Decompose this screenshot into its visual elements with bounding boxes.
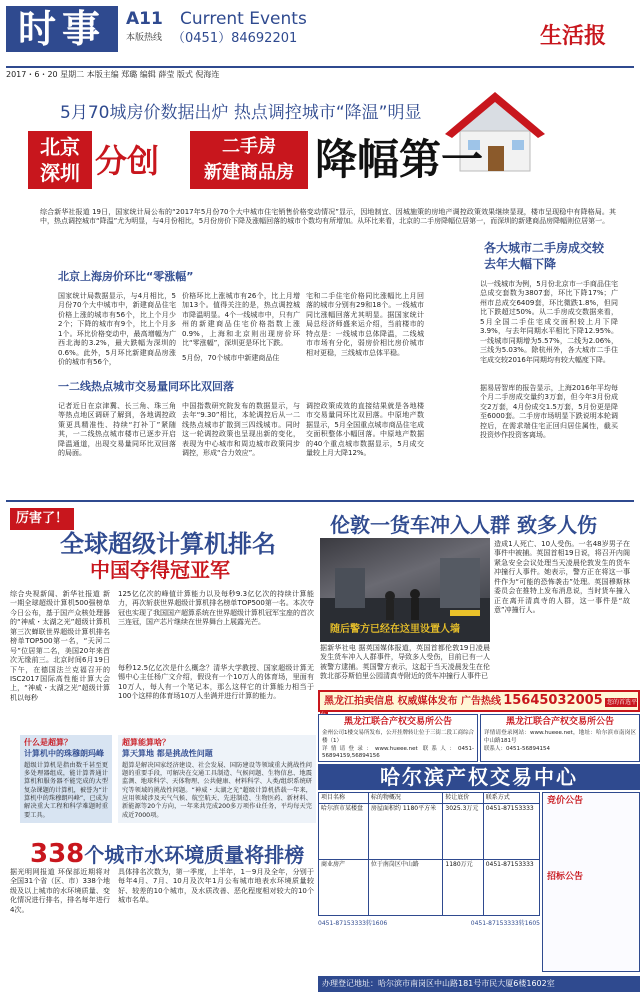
exchange-notice-left	[318, 714, 478, 762]
auction-ad-banner	[318, 690, 640, 712]
box-text: 超级计算机是指由数千甚至更多处理器组成，能计算普通计算机和服务器不能完成的大型复杂课题的计算机，被誉为“计算机中的珠穆朗玛峰”，已成为解决重大工程和科学难题时重要工具。	[24, 761, 108, 819]
notice-title: 黑龙江联合产权交易所公告	[481, 715, 639, 729]
table-cell: 1180万元	[443, 860, 483, 916]
london-text-left: 据新华社电 据英国媒体报道，英国首都伦敦19日凌晨发生货车冲入人群事件，导致多人受伤，目前已有一人被警方逮捕。英国警方表示，这起于当天凌晨发生在伦敦北部芬斯伯里公园清真寺附近的货车冲撞行人事件已	[320, 644, 490, 681]
banner-text: 新建商品房	[204, 162, 294, 183]
banner-text: 深圳	[40, 161, 80, 185]
table-cell: 0451-87153333	[483, 860, 539, 916]
subhead-second-hand: 各大城市二手房成交较去年大幅下降	[484, 241, 605, 272]
hotline-number: （0451）84692201	[172, 31, 298, 46]
exchange-notice-right	[480, 714, 640, 762]
newspaper-brand: 生活报	[540, 23, 607, 49]
table-cell: 项目名称	[319, 793, 369, 804]
subhead-beijing-shanghai: 北京上海房价环比“零涨幅”	[58, 270, 194, 283]
lead-col5: 中国指数研究院发布的数据显示，与去年“9.30”相比，本轮调控后从一二线热点城市扩散到三四线城市。同时这一轮调控政策也呈现出新的变化，表现为中心城市和周边城市政策同步调控，形成“合力效应”。	[182, 402, 300, 458]
auction-ad-title: 黑龙江拍卖信息 权威媒体发布 广告热线	[324, 696, 501, 707]
london-photo	[320, 538, 490, 642]
lead-top-headline: 5月70城房价数据出炉 热点调控城市“降温”明显	[60, 103, 422, 123]
photo-caption: 随后警方已经在这里设置人墙	[330, 623, 460, 635]
table-cell: 转让底价	[443, 793, 483, 804]
lead-col2b: 5月份，70个城市中新建商品住	[182, 354, 280, 362]
date-line: 2017・6・20 星期二 本版主编 郑璐 编辑 薛莹 版式 倪海连	[6, 66, 634, 80]
subhead-transactions: 一二线热点城市交易量同环比双回落	[58, 380, 234, 393]
headline-number: 338	[30, 839, 85, 869]
table-cell: 哈尔滨市某楼盘	[319, 804, 369, 860]
notice-text: 金州公司1楼交易所发布，公开挂牌转让位于三街二段工商综合楼（1）	[322, 730, 475, 744]
computing-col1: 综合央视新闻、新华社报道 新一期全球超级计算机500强榜单今日公布，基于国产众核处理器的“神威・太湖之光”超级计算机第三次蝉联世界超级计算机排名榜单TOP500第一名，“天河二号”位居第二名，美国20年来首次无缘前三。北京时间6月19日下午，在德国法兰克福召开的ISC2017国际高性能计算大会上，“神威・太湖之光”超级计算机以每秒	[10, 590, 110, 702]
box-title: 什么是超算？	[24, 738, 72, 747]
lead-col7: 以一线城市为例，5月份北京市一手商品住宅总成交套数为3807套，环比下降17%；广州市总成交6409套，环比微跌1.8%，但同比下跌超过50%。从二手房成交数据来看，5月全国二手住宅成交面积较上月下降3.9%，与去年同期水平相比下降12.95%。一线城市同期增为5.57%，二线为2.06%，三线为5.03%。除杭州外，各大城市二手住宅成交较2016年同期均有较大幅度下降。	[480, 280, 618, 364]
table-cell: 房屋面积约 1180平方米	[368, 804, 443, 860]
banner-beijing-shenzhen	[28, 131, 92, 189]
banner-text: 北京	[40, 135, 80, 159]
section-tag: 厉害了！	[10, 508, 74, 530]
notice-title: 竞价公告	[547, 796, 584, 806]
notice-title: 招标公告	[547, 872, 584, 883]
notice-contact: 详情请登录：www.hueee.net 联系人：0451-56894159,56894156	[322, 745, 474, 760]
table-row	[319, 793, 540, 804]
notice-text: 详情请登录网站：www.hueee.net，地址：哈尔滨市南岗区中山路181号	[484, 730, 636, 744]
auction-ad-tag: 您的首选平	[320, 698, 637, 720]
lead-intro: 综合新华社报道 19日，国家统计局公布的“2017年5月份70个大中城市住宅销售价格变动情况”显示，因地制宜、因城施策的房地产调控政策效果继续显现，楼市呈现稳中有降格局。其中，热点调控城市“降温”尤为明显，与4月份相比，5月份房价下降及涨幅回落的城市个数均有所增加。从环比来看，北京的二手房降幅位居第一，而深圳的新建商品房降幅则位居第一。	[40, 208, 616, 226]
hotline-label: 本版热线	[126, 33, 163, 43]
what-can-supercomputer-do-box	[118, 735, 316, 823]
notice-contact: 联系人：0451-56894154	[484, 745, 550, 752]
supercomputer-headline: 全球超级计算机排名	[60, 530, 276, 558]
harbin-exchange-center: 哈尔滨产权交易中心	[318, 764, 640, 790]
page-number: A11	[126, 9, 163, 29]
bidding-notices	[542, 792, 640, 972]
table-cell: 0451-87153333	[483, 804, 539, 860]
table-row	[319, 804, 540, 860]
banner-biggest-drop: 降幅第一	[315, 135, 484, 184]
table-row	[319, 860, 540, 916]
what-is-supercomputer-box	[20, 735, 112, 823]
water-col1: 据光明网报道 环保部近期将对全国31个省（区、市）338个地级及以上城市的水环境质量、变化情况进行排名，排名每年进行4次。	[10, 868, 110, 914]
section-logo: 时事	[6, 6, 118, 52]
london-text-right: 造成1人死亡、10人受伤。一名48岁男子在事件中被捕。英国首相19日说，将召开内阁紧急安全会议处理当天凌晨伦敦发生的货车冲撞行人事件。她表示，警方正在将这一事件作为“可能的恐怖袭击”处理。英国穆斯林委员会在推特上发布消息说，当时货车撞入正在离开清真寺的人群，这一事件是“故意”冲撞行人。	[494, 540, 630, 615]
box-subtitle: 计算机中的珠穆朗玛峰	[24, 748, 104, 758]
ad-footer-address: 办理登记地址：哈尔滨市南岗区中山路181号市民大厦6楼1602室	[318, 976, 640, 992]
headline-text: 个城市水环境质量将排榜	[84, 843, 305, 867]
lead-col8: 据易居智库的报告显示，上海2016年平均每个月二手房成交量约3万套，但今年3月份成交2万套，4月份成交1.5万套，5月份更是降至6000套。二手房市场明显下跌说明本轮调控后，在需求端住宅正回归居住属性，截买投资炒作投资客离场。	[480, 384, 618, 440]
banner-housing-types	[190, 131, 308, 189]
computing-col2: 125亿亿次的峰值计算能力以及每秒9.3亿亿次的持续计算能力，再次斩获世界超级计算机排名榜单TOP500第一名。本次夺冠也实现了我国国产超算系统在世界超级计算机冠军宝座的首次三连冠，国产芯片继续在世界舞台上展露光芒。	[118, 590, 314, 627]
lead-col4: 记者近日在京津冀、长三角、珠三角等热点地区调研了解到，各地调控政策更具精准性、持续“打补丁”紧随其，一二线热点城市楼市已逐步开启降温通道，出现交易量同环比双回落的局面。	[58, 402, 176, 458]
divider	[6, 500, 634, 502]
table-cell: 位于南岗区中山路	[368, 860, 443, 916]
lead-col2: 价格环比上涨城市有26个，比上月增加13个。值得关注的是，热点调控城市降温明显。4个一线城市中，只有广州的新建商品住宅价格指数上涨0.9%，上海和北京则出现房价环比“零涨幅”，深圳更是环比下跌。	[182, 292, 300, 348]
table-cell: 3025.3万元	[443, 804, 483, 860]
water-col2: 具体排名次数为，第一季度，上半年，1－9月及全年，分别于每年4月、7月、10月及次年1月公布城市地表水环境质量较好、较差的10个城市，及水质改善、恶化程度相对较大的10个城市名单。	[118, 868, 314, 905]
lead-col1: 国家统计局数据显示，与4月相比，5月份70个大中城市中，新建商品住宅价格上涨的城市有56个，比上个月少2个；下降的城市有9个，比上个月多1个。环比价格变动中，最高增幅为广西北海的3.2%，最大跌幅为深圳的0.6%。此外，5月环比新建商品房涨价的城市有56个，	[58, 292, 176, 367]
water-quality-headline	[30, 837, 304, 872]
lead-col3: 宅和二手住宅价格同比涨幅比上月回落的城市分别有29和18个。一线城市同比涨幅回落尤其明显。据国家统计局总经济师盛来运介绍，当前楼市的特点是：一线城市总体降温，二线城市市场有分化，弱房价相比房价城市相对更稳，三线城市总体平稳。	[306, 292, 424, 357]
box-title: 超算能算啥？	[122, 738, 170, 747]
auction-ad-hotline: 15645032005	[503, 693, 603, 708]
banner-split: 分创	[95, 142, 160, 180]
supercomputer-subheadline: 中国夺得冠亚军	[90, 558, 230, 582]
box-text: 超算是解决国家经济建设、社会发展、国防建设等领域重大挑战性问题的重要手段，可解决在交通工具制造、气候问题、生物信息、地震监测、地球科学、天体物理、公共健康、材料科学、人类/组织系统研究等领域的挑战性问题。“神威・太湖之光”超级计算机搭载一年来，应用领域涉及天气气候、航空航天、先进制造、生物医药、新材料、新能源等20个方向，一年来共完成200多万项作业任务，平均每天完成近7000项。	[122, 761, 312, 819]
exchange-table-area	[318, 792, 540, 972]
lead-col6: 调控政策成效的直接结果就是各地楼市交易量同环比双回落。中原地产数据显示，5月全国重点城市商品住宅成交面积整体小幅回落。中原地产数据的40个重点城市数据显示，5月成交量较上月大降12%。	[306, 402, 424, 458]
london-headline: 伦敦一货车冲入人群 致多人伤	[330, 513, 597, 537]
table-cell: 商业房产	[319, 860, 369, 916]
phone-left: 0451-87153333转1606	[318, 920, 388, 928]
phone-mid: 0451-87153333转1605	[470, 920, 540, 928]
notice-title: 黑龙江联合产权交易所公告	[319, 715, 477, 729]
section-english: Current Events	[180, 9, 307, 29]
banner-text: 二手房	[222, 136, 276, 157]
table-cell: 标的物概况	[368, 793, 443, 804]
exchange-table	[318, 792, 540, 916]
box-subtitle: 算天算地 都是挑战性问题	[122, 748, 213, 758]
computing-col2b: 每秒12.5亿亿次是什么概念？清华大学教授、国家超级计算无锡中心主任杨广文介绍，假设有一个10万人的体育场，里面有10万人，每人有一个笔记本，那么这样它的计算能力相当于100个这样的体育场10万人坐满并进行计算的能力。	[118, 664, 314, 701]
table-cell: 联系方式	[483, 793, 539, 804]
